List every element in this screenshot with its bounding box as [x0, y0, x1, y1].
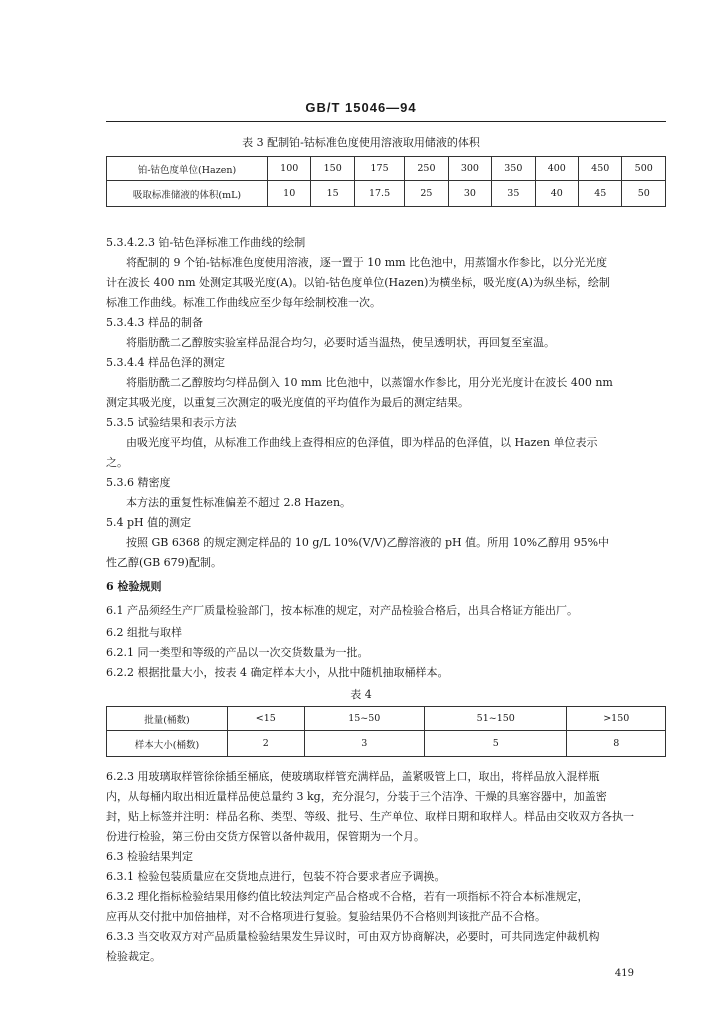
- table-cell: 40: [535, 181, 578, 207]
- section-heading: 5.3.4.2.3 铂-钴色泽标准工作曲线的绘制: [106, 236, 306, 249]
- table-cell: 300: [448, 157, 491, 181]
- paragraph-line: 性乙醇(GB 679)配制。: [106, 556, 222, 569]
- paragraph-line: 由吸光度平均值，从标准工作曲线上查得相应的色泽值，即为样品的色泽值，以 Hazen 单位表示: [126, 436, 598, 449]
- table-cell: 5: [425, 731, 567, 757]
- section-heading: 5.3.4.4 样品色泽的测定: [106, 356, 225, 369]
- table-cell: 350: [492, 157, 535, 181]
- paragraph-line: 6.3.2 理化指标检验结果用修约值比较法判定产品合格或不合格，若有一项指标不符合本标准规定，: [106, 890, 589, 903]
- table3: [106, 156, 666, 207]
- section-heading: 5.3.4.3 样品的制备: [106, 316, 203, 329]
- paragraph-line: 将脂肪酰二乙醇胺实验室样品混合均匀，必要时适当温热，使呈透明状，再回复至室温。: [126, 336, 555, 349]
- table-cell: 500: [622, 157, 666, 181]
- table4-row2-label: 样本大小(桶数): [107, 731, 228, 757]
- table4-caption: 表 4: [350, 688, 372, 701]
- page-header: GB/T 15046—94: [305, 100, 417, 115]
- table-cell: 25: [405, 181, 448, 207]
- table-cell: 175: [354, 157, 404, 181]
- table-cell: 100: [268, 157, 311, 181]
- table-cell: 17.5: [354, 181, 404, 207]
- paragraph-line: 按照 GB 6368 的规定测定样品的 10 g/L 10%(V/V)乙醇溶液的 pH 值。所用 10%乙醇用 95%中: [126, 536, 610, 549]
- paragraph-line: 本方法的重复性标准偏差不超过 2.8 Hazen。: [126, 496, 352, 509]
- table3-row-hazen: [107, 157, 666, 181]
- table-cell: 450: [579, 157, 622, 181]
- chapter-heading: 6 检验规则: [106, 580, 162, 593]
- section-heading: 6.2 组批与取样: [106, 626, 182, 639]
- table-cell: 30: [448, 181, 491, 207]
- table-cell: 15: [311, 181, 354, 207]
- section-heading: 5.3.5 试验结果和表示方法: [106, 416, 237, 429]
- table-cell: 15~50: [304, 707, 424, 731]
- table-cell: 8: [567, 731, 666, 757]
- table-cell: 400: [535, 157, 578, 181]
- paragraph-line: 内，从每桶内取出相近量样品使总量约 3 kg，充分混匀，分装于三个洁净、干燥的具塞容器中，加盖密: [106, 790, 607, 803]
- paragraph-line: 6.3.3 当交收双方对产品质量检验结果发生异议时，可由双方协商解决，必要时，可共同选定仲裁机构: [106, 930, 600, 943]
- page-number: 419: [614, 968, 634, 979]
- table-cell: 250: [405, 157, 448, 181]
- table3-caption: 表 3 配制铂-钴标准色度使用溶液取用储液的体积: [242, 136, 480, 149]
- table-cell: 3: [304, 731, 424, 757]
- table3-row1-label: 铂-钴色度单位(Hazen): [107, 157, 268, 181]
- paragraph-line: 6.2.1 同一类型和等级的产品以一次交货数量为一批。: [106, 646, 369, 659]
- paragraph-line: 测定其吸光度，以重复三次测定的吸光度值的平均值作为最后的测定结果。: [106, 396, 469, 409]
- table-cell: <15: [228, 707, 305, 731]
- table4-row1-label: 批量(桶数): [107, 707, 228, 731]
- table3-row-volume: [107, 181, 666, 207]
- paragraph-line: 6.3.1 检验包装质量应在交货地点进行，包装不符合要求者应予调换。: [106, 870, 446, 883]
- table-cell: 10: [268, 181, 311, 207]
- paragraph-line: 6.1 产品须经生产厂质量检验部门，按本标准的规定，对产品检验合格后，出具合格证方能出厂。: [106, 604, 578, 617]
- table-cell: 50: [622, 181, 666, 207]
- paragraph-line: 检验裁定。: [106, 950, 161, 963]
- paragraph-line: 计在波长 400 nm 处测定其吸光度(A)。以铂-钴色度单位(Hazen)为横坐标，吸光度(A)为纵坐标，绘制: [106, 276, 610, 289]
- paragraph-line: 6.2.3 用玻璃取样管徐徐插至桶底，使玻璃取样管充满样品，盖紧吸管上口，取出，将样品放入混样瓶: [106, 770, 600, 783]
- paragraph-line: 份进行检验，第三份由交货方保管以备仲裁用，保管期为一个月。: [106, 830, 425, 843]
- table-cell: 150: [311, 157, 354, 181]
- table-cell: 35: [492, 181, 535, 207]
- paragraph-line: 将脂肪酰二乙醇胺均匀样品倒入 10 mm 比色池中，以蒸馏水作参比，用分光光度计在波长 400 nm: [126, 376, 613, 389]
- table4-row-sample: [107, 731, 666, 757]
- paragraph-line: 之。: [106, 456, 128, 469]
- table-cell: >150: [567, 707, 666, 731]
- paragraph-line: 封，贴上标签并注明：样品名称、类型、等级、批号、生产单位、取样日期和取样人。样品由交收双方各执一: [106, 810, 634, 823]
- table-cell: 45: [579, 181, 622, 207]
- table-cell: 51~150: [425, 707, 567, 731]
- section-heading: 5.3.6 精密度: [106, 476, 171, 489]
- section-heading: 5.4 pH 值的测定: [106, 516, 192, 529]
- paragraph-line: 6.2.2 根据批量大小，按表 4 确定样本大小，从批中随机抽取桶样本。: [106, 666, 449, 679]
- header-rule: [106, 121, 666, 122]
- table3-row2-label: 吸取标准储液的体积(mL): [107, 181, 268, 207]
- paragraph-line: 标准工作曲线。标准工作曲线应至少每年绘制校准一次。: [106, 296, 381, 309]
- table4: [106, 706, 666, 757]
- paragraph-line: 将配制的 9 个铂-钴标准色度使用溶液，逐一置于 10 mm 比色池中，用蒸馏水作参比，以分光光度: [126, 256, 608, 269]
- table4-row-batch: [107, 707, 666, 731]
- table-cell: 2: [228, 731, 305, 757]
- section-heading: 6.3 检验结果判定: [106, 850, 193, 863]
- paragraph-line: 应再从交付批中加倍抽样，对不合格项进行复验。复验结果仍不合格则判该批产品不合格。: [106, 910, 546, 923]
